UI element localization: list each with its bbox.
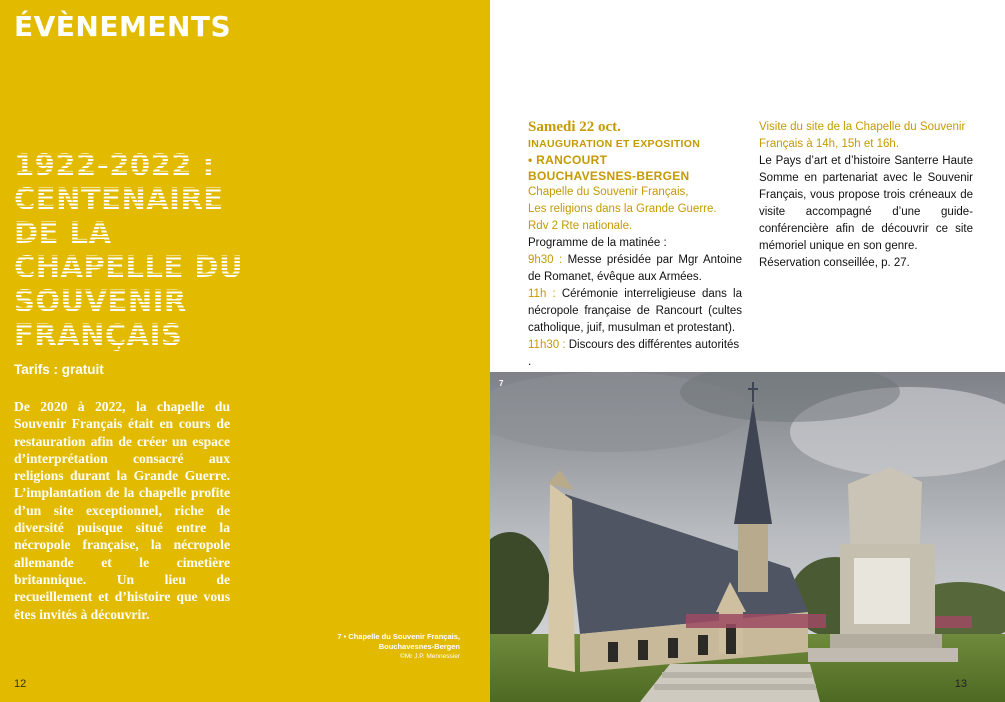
headline-line: CENTENAIRE [14,182,314,216]
headline-line: FRANÇAIS [14,318,314,352]
price-info: Tarifs : gratuit [14,362,104,377]
schedule-text: Discours des différentes autorités . [528,339,740,368]
event-date: Samedi 22 oct. [528,119,621,135]
event-place: BOUCHAVESNES-BERGEN [528,169,690,183]
chapel-photo [490,372,1005,702]
programme-label: Programme de la matinée : [528,237,667,249]
headline-line: DE LA [14,216,314,250]
left-page [0,0,490,702]
schedule-time: 11h : [528,288,556,300]
schedule-time: 9h30 : [528,254,563,266]
page-number-right: 13 [954,678,967,690]
venue-line: Rdv 2 Rte nationale. [528,220,633,232]
reservation-note: Réservation conseillée, p. 27. [759,257,910,269]
event-place: • RANCOURT [528,153,608,167]
event-type: INAUGURATION ET EXPOSITION [528,138,701,150]
caption-line: 7 • Chapelle du Souvenir Français, [337,632,460,641]
section-title: ÉVÈNEMENTS [14,10,232,43]
schedule-text: Messe présidée par Mgr Antoine de Romanet, évêque aux Armées. [528,254,742,283]
headline-line: SOUVENIR [14,284,314,318]
chapel-photo-illustration [490,372,1005,702]
event-details-column [528,119,742,371]
intro-paragraph: De 2020 à 2022, la chapelle du Souvenir Français était en cours de restauration afin de créer un espace d’interprétation consacré aux religions durant la Grande Guerre. L’implantation de la chapelle profite d’un site exceptionnel, riche de diversité puisque situé entre la nécropole française, la nécropole allemande et le cimetière britannique. Un lieu de recueillement et d’histoire que vous êtes invités à découvrir. [14,399,230,622]
headline-line: 1922-2022 : [14,148,314,182]
venue-line: Les religions dans la Grande Guerre. [528,203,717,215]
page-number-left: 12 [14,678,27,690]
photo-caption [300,632,460,662]
photo-number: 7 [499,379,504,388]
schedule-text: Cérémonie interreligieuse dans la nécropole française de Rancourt (cultes catholique, juif, musulman et protestant). [528,288,742,334]
visit-title: Visite du site de la Chapelle du Souvenir Français à 14h, 15h et 16h. [759,121,966,150]
venue-line: Chapelle du Souvenir Français, [528,186,689,198]
event-headline [14,148,314,352]
schedule-item [528,337,742,371]
visit-column [759,119,973,272]
schedule-item [528,252,742,286]
headline-line: CHAPELLE DU [14,250,314,284]
schedule-item [528,286,742,337]
photo-credit: ©Mr J.P. Mennessier [400,653,460,660]
schedule-time: 11h30 : [528,339,566,351]
caption-line: Bouchavesnes-Bergen [378,642,460,651]
visit-text: Le Pays d’art et d’histoire Santerre Haute Somme en partenariat avec le Souvenir Français, vous propose trois créneaux de visite accompagné d’une guide-conférencière afin de découvrir ce site mémoriel unique en son genre. [759,155,973,252]
